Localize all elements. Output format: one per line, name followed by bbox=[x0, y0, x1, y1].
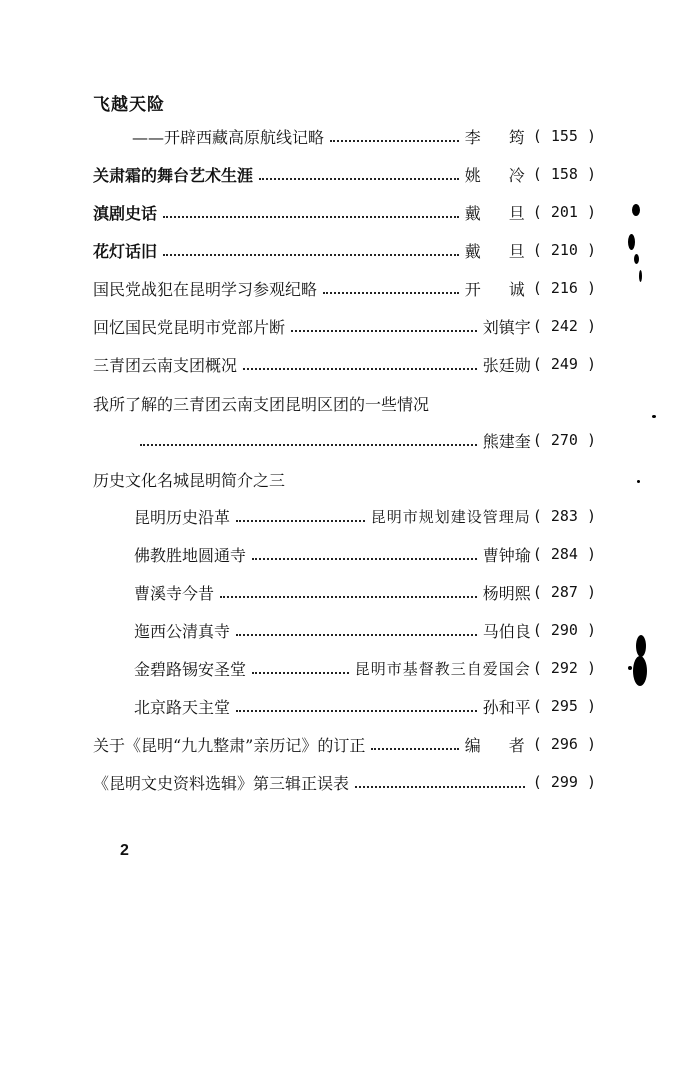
toc-entry-tibet-route bbox=[132, 124, 596, 148]
toc-entry-title: 三青团云南支团概况 bbox=[93, 355, 238, 375]
toc-entry-title: 关肃霜的舞台艺术生涯 bbox=[93, 165, 254, 185]
toc-entry-history bbox=[134, 504, 596, 528]
toc-entry-title: 金碧路锡安圣堂 bbox=[134, 659, 247, 679]
dot-leader bbox=[355, 772, 525, 788]
toc-entry-page: ( 242 ) bbox=[532, 317, 596, 335]
toc-heading-historic-city: 历史文化名城昆明简介之三 bbox=[93, 471, 286, 490]
dot-leader bbox=[371, 734, 458, 750]
scan-blot bbox=[652, 415, 656, 418]
dot-leader bbox=[220, 582, 477, 598]
toc-entry-war-criminals bbox=[93, 276, 596, 300]
dot-leader bbox=[291, 316, 477, 332]
toc-entry-catholic-church bbox=[134, 694, 596, 718]
toc-heading-flying: 飞越天险 bbox=[93, 95, 165, 115]
dot-leader bbox=[252, 544, 477, 560]
toc-entry-page: ( 158 ) bbox=[532, 165, 596, 183]
toc-entry-page: ( 299 ) bbox=[532, 773, 596, 791]
scan-blot bbox=[628, 234, 635, 250]
dot-leader bbox=[236, 506, 365, 522]
toc-entry-author: 李 筠 bbox=[464, 127, 531, 147]
toc-entry-correction bbox=[93, 732, 596, 756]
toc-entry-page: ( 290 ) bbox=[532, 621, 596, 639]
toc-entry-author: 曹钟瑜 bbox=[482, 545, 531, 565]
toc-entry-title: 关于《昆明“九九整肃”亲历记》的订正 bbox=[93, 735, 366, 755]
toc-entry-author: 昆明市规划建设管理局 bbox=[370, 507, 531, 526]
toc-entry-zion-church bbox=[134, 656, 596, 680]
toc-entry-yuantong bbox=[134, 542, 596, 566]
toc-entry-page: ( 292 ) bbox=[532, 659, 596, 677]
toc-entry-author: 编 者 bbox=[464, 735, 531, 755]
toc-entry-title: 北京路天主堂 bbox=[134, 697, 231, 717]
toc-entry-guan-suhuang bbox=[93, 162, 596, 186]
toc-entry-page: ( 283 ) bbox=[532, 507, 596, 525]
toc-entry-page: ( 210 ) bbox=[532, 241, 596, 259]
toc-entry-title: 国民党战犯在昆明学习参观纪略 bbox=[93, 279, 318, 299]
toc-entry-mosque bbox=[134, 618, 596, 642]
toc-entry-page: ( 201 ) bbox=[532, 203, 596, 221]
dot-leader bbox=[259, 164, 459, 180]
toc-entry-author: 孙和平 bbox=[482, 697, 531, 717]
toc-entry-author: 戴 旦 bbox=[464, 241, 531, 261]
toc-entry-title: 昆明历史沿革 bbox=[134, 507, 231, 527]
toc-entry-author: 昆明市基督教三自爱国会 bbox=[354, 659, 531, 678]
dot-leader bbox=[236, 620, 477, 636]
toc-entry-author: 杨明熙 bbox=[482, 583, 531, 603]
toc-entry-title: 花灯话旧 bbox=[93, 241, 158, 261]
toc-entry-dian-opera bbox=[93, 200, 596, 224]
toc-entry-title: 迤西公清真寺 bbox=[134, 621, 231, 641]
scan-blot bbox=[634, 254, 639, 264]
toc-entry-title: 回忆国民党昆明市党部片断 bbox=[93, 317, 286, 337]
scan-blot bbox=[633, 656, 647, 686]
toc-entry-page: ( 296 ) bbox=[532, 735, 596, 753]
toc-entry-title: 滇剧史话 bbox=[93, 203, 158, 223]
dot-leader bbox=[323, 278, 459, 294]
toc-entry-page: ( 249 ) bbox=[532, 355, 596, 373]
scan-blot bbox=[636, 635, 646, 657]
toc-entry-flower-lantern bbox=[93, 238, 596, 262]
toc-entry-author: 刘镇宇 bbox=[482, 317, 531, 337]
toc-entry-youth-corps-kunming bbox=[140, 428, 596, 452]
scan-blot bbox=[632, 204, 640, 216]
dot-leader bbox=[252, 658, 349, 674]
toc-entry-title: 佛教胜地圆通寺 bbox=[134, 545, 247, 565]
toc-entry-kmt-party bbox=[93, 314, 596, 338]
dot-leader bbox=[163, 202, 459, 218]
toc-entry-page: ( 284 ) bbox=[532, 545, 596, 563]
dot-leader bbox=[236, 696, 477, 712]
scan-blot bbox=[628, 666, 632, 670]
dot-leader bbox=[243, 354, 477, 370]
toc-entry-youth-corps-kunming-title: 我所了解的三青团云南支团昆明区团的一些情况 bbox=[93, 395, 430, 414]
dot-leader bbox=[330, 126, 459, 142]
scan-blot bbox=[639, 270, 642, 282]
toc-entry-title: 《昆明文史资料选辑》第三辑正误表 bbox=[93, 773, 350, 793]
toc-entry-author: 戴 旦 bbox=[464, 203, 531, 223]
toc-entry-title: ——开辟西藏高原航线记略 bbox=[132, 127, 325, 147]
dot-leader bbox=[163, 240, 459, 256]
dot-leader bbox=[140, 430, 477, 446]
page-number: 2 bbox=[120, 842, 129, 859]
toc-entry-author: 开 诚 bbox=[464, 279, 531, 299]
toc-entry-youth-corps bbox=[93, 352, 596, 376]
toc-entry-errata bbox=[93, 770, 596, 794]
toc-entry-title: 曹溪寺今昔 bbox=[134, 583, 215, 603]
scan-blot bbox=[637, 480, 640, 483]
toc-entry-page: ( 216 ) bbox=[532, 279, 596, 297]
toc-entry-author: 张廷勋 bbox=[482, 355, 531, 375]
toc-entry-author: 熊建奎 bbox=[482, 431, 531, 451]
toc-entry-page: ( 295 ) bbox=[532, 697, 596, 715]
toc-entry-page: ( 270 ) bbox=[532, 431, 596, 449]
toc-entry-author: 马伯良 bbox=[482, 621, 531, 641]
toc-entry-page: ( 155 ) bbox=[532, 127, 596, 145]
toc-entry-page: ( 287 ) bbox=[532, 583, 596, 601]
toc-entry-author: 姚 冷 bbox=[464, 165, 531, 185]
toc-entry-caoxi bbox=[134, 580, 596, 604]
